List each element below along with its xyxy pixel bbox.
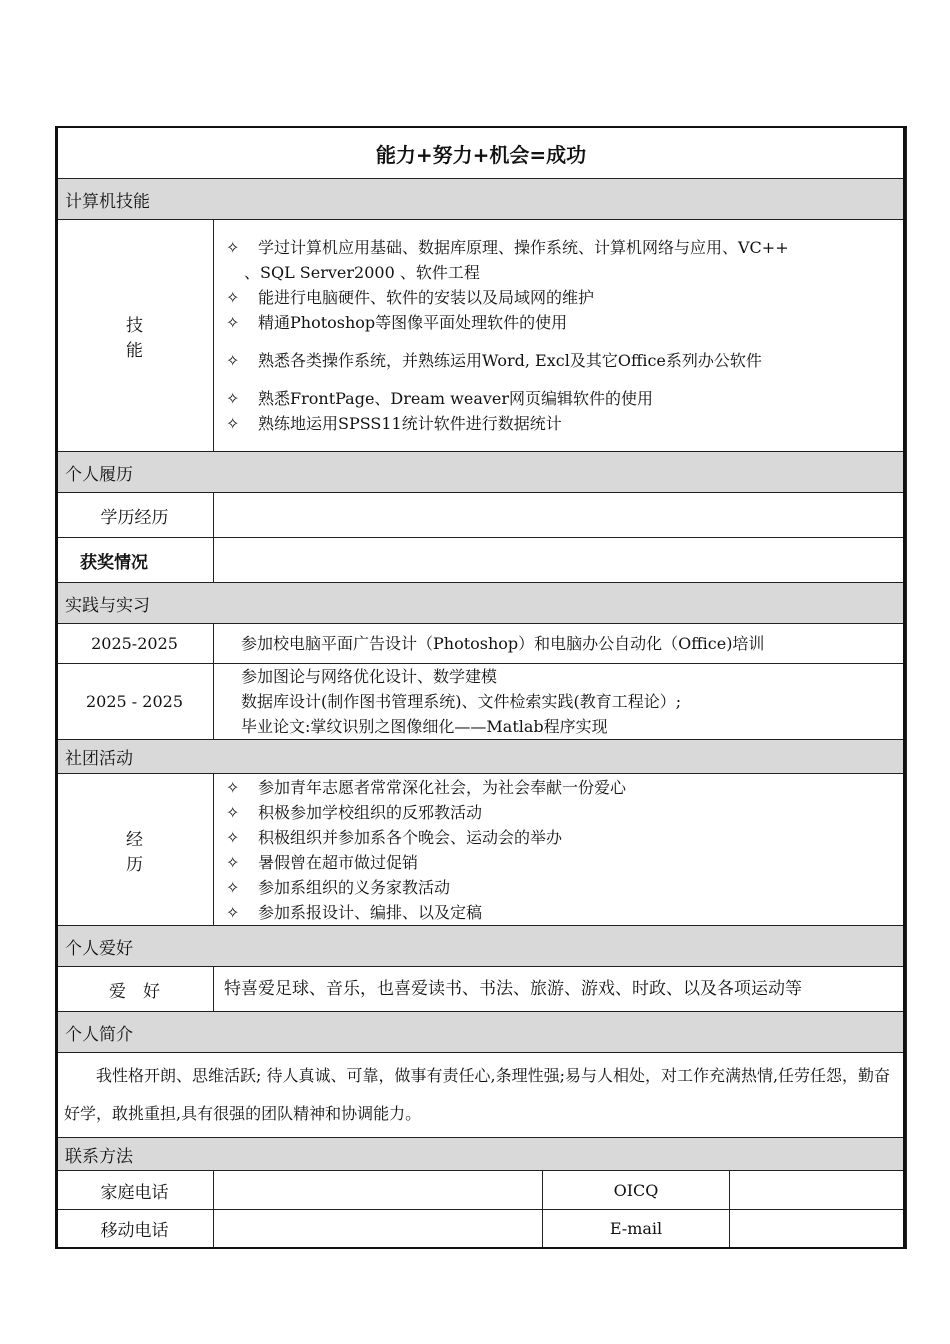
education-label: 学历经历 bbox=[56, 493, 214, 538]
awards-value[interactable] bbox=[214, 538, 907, 583]
skills-label-line1: 技 bbox=[126, 315, 143, 336]
club-item: ✧ 参加系组织的义务家教活动 bbox=[214, 875, 906, 900]
club-item: ✧ 参加系报设计、编排、以及定稿 bbox=[214, 900, 906, 925]
skill-item: ✧ 熟悉FrontPage、Dream weaver网页编辑软件的使用 bbox=[214, 386, 906, 411]
bullet-icon: ✧ bbox=[226, 802, 240, 822]
qq-value[interactable] bbox=[730, 1171, 907, 1210]
clubs-content bbox=[214, 774, 907, 926]
bullet-icon: ✧ bbox=[226, 389, 240, 408]
skill-item-continuation: 、SQL Server2000 、软件工程 bbox=[244, 263, 480, 282]
bullet-icon: ✧ bbox=[226, 288, 240, 307]
skills-list bbox=[214, 235, 906, 436]
awards-label: 获奖情况 bbox=[56, 538, 214, 583]
bullet-icon: ✧ bbox=[226, 827, 240, 847]
mobile-phone-value[interactable] bbox=[214, 1210, 543, 1248]
bullet-icon: ✧ bbox=[226, 313, 240, 332]
practice-line: 参加图论与网络优化设计、数学建模 bbox=[241, 667, 498, 686]
hobbies-label: 爱 好 bbox=[56, 967, 214, 1012]
section-intro: 个人简介 bbox=[56, 1012, 907, 1053]
skill-item: ✧ 熟练地运用SPSS11统计软件进行数据统计 bbox=[214, 411, 906, 436]
resume-title: 能力+努力+机会=成功 bbox=[56, 127, 907, 179]
home-phone-value[interactable] bbox=[214, 1171, 543, 1210]
skills-label-line2: 能 bbox=[126, 340, 143, 361]
email-value[interactable] bbox=[730, 1210, 907, 1248]
skill-item: ✧ 能进行电脑硬件、软件的安装以及局域网的维护 bbox=[214, 285, 906, 310]
home-phone-label: 家庭电话 bbox=[56, 1171, 214, 1210]
practice-line: 数据库设计(制作图书管理系统)、文件检索实践(教育工程论）; bbox=[241, 692, 682, 711]
bullet-icon: ✧ bbox=[226, 852, 240, 872]
clubs-label-line1: 经 bbox=[126, 829, 143, 850]
practice-description: 参加校电脑平面广告设计（Photoshop）和电脑办公自动化（Office)培训 bbox=[214, 624, 907, 664]
clubs-label-line2: 历 bbox=[126, 854, 143, 875]
skill-item: ✧ 学过计算机应用基础、数据库原理、操作系统、计算机网络与应用、VC++ bbox=[214, 235, 906, 260]
qq-label: OICQ bbox=[543, 1171, 730, 1210]
section-hobbies: 个人爱好 bbox=[56, 926, 907, 967]
bullet-icon: ✧ bbox=[226, 902, 240, 922]
resume-document bbox=[55, 126, 906, 1249]
club-item: ✧ 积极参加学校组织的反邪教活动 bbox=[214, 800, 906, 825]
practice-description bbox=[214, 664, 907, 740]
club-item: ✧ 积极组织并参加系各个晚会、运动会的举办 bbox=[214, 825, 906, 850]
mobile-phone-label: 移动电话 bbox=[56, 1210, 214, 1248]
skills-label bbox=[56, 220, 214, 452]
hobbies-text: 特喜爱足球、音乐，也喜爱读书、书法、旅游、游戏、时政、以及各项运动等 bbox=[214, 967, 907, 1012]
club-item: ✧ 暑假曾在超市做过促销 bbox=[214, 850, 906, 875]
clubs-label bbox=[56, 774, 214, 926]
resume-table bbox=[55, 126, 907, 1249]
skill-item: ✧ 精通Photoshop等图像平面处理软件的使用 bbox=[214, 310, 906, 335]
practice-years: 2025 - 2025 bbox=[56, 664, 214, 740]
skills-content bbox=[214, 220, 907, 452]
bullet-icon: ✧ bbox=[226, 877, 240, 897]
bullet-icon: ✧ bbox=[226, 238, 240, 257]
education-value[interactable] bbox=[214, 493, 907, 538]
practice-line: 毕业论文:掌纹识别之图像细化——Matlab程序实现 bbox=[241, 717, 608, 736]
section-personal-history: 个人履历 bbox=[56, 452, 907, 493]
email-label: E-mail bbox=[543, 1210, 730, 1248]
skill-item: ✧ 熟悉各类操作系统，并熟练运用Word, Excl及其它Office系列办公软件 bbox=[214, 348, 906, 373]
section-practice: 实践与实习 bbox=[56, 583, 907, 624]
bullet-icon: ✧ bbox=[226, 414, 240, 433]
clubs-list bbox=[214, 775, 906, 925]
section-computer-skills: 计算机技能 bbox=[56, 179, 907, 220]
section-contact: 联系方法 bbox=[56, 1138, 907, 1171]
bullet-icon: ✧ bbox=[226, 351, 240, 370]
club-item: ✧ 参加青年志愿者常常深化社会，为社会奉献一份爱心 bbox=[214, 775, 906, 800]
practice-years: 2025-2025 bbox=[56, 624, 214, 664]
bullet-icon: ✧ bbox=[226, 777, 240, 797]
section-clubs: 社团活动 bbox=[56, 740, 907, 774]
intro-text: 我性格开朗、思维活跃; 待人真诚、可靠，做事有责任心,条理性强;易与人相处，对工作充满热情,任劳任怨，勤奋好学，敢挑重担,具有很强的团队精神和协调能力。 bbox=[56, 1053, 907, 1138]
